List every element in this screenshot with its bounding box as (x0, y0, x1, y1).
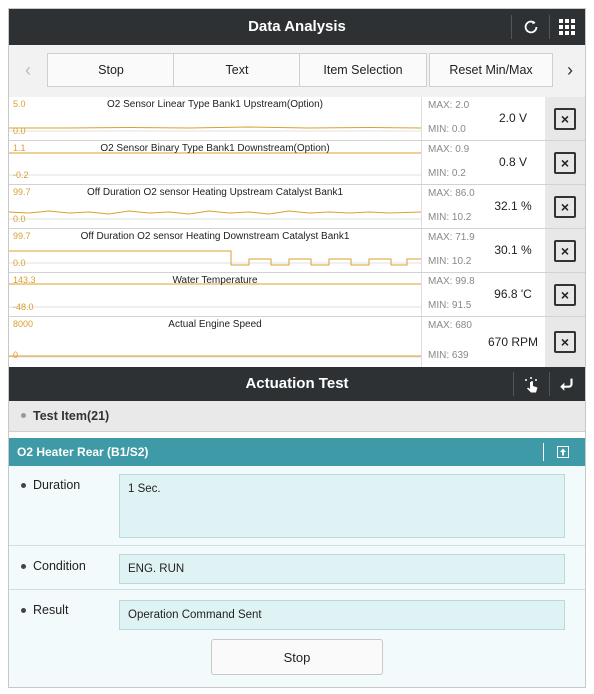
close-icon: × (554, 108, 576, 130)
min-value: MIN: 0.0 (428, 124, 466, 135)
scale-max: 143.3 (13, 275, 36, 285)
bullet-icon (21, 608, 26, 613)
remove-row-button[interactable] (545, 97, 585, 140)
item-selection-button[interactable]: Item Selection (299, 53, 427, 87)
scale-max: 99.7 (13, 231, 31, 241)
grid-icon (559, 19, 575, 35)
result-field: Operation Command Sent (119, 600, 565, 630)
current-value: 96.8 'C (481, 273, 545, 316)
refresh-button[interactable] (513, 9, 549, 45)
graph-area (9, 141, 421, 184)
min-max (421, 229, 482, 272)
bullet-icon (21, 413, 26, 418)
selected-test-item-label: O2 Heater Rear (B1/S2) (17, 445, 149, 459)
result-label: Result (33, 603, 69, 617)
scale-min: -0.2 (13, 170, 29, 180)
scale-max: 8000 (13, 319, 34, 329)
min-value: MIN: 10.2 (428, 212, 472, 223)
actuation-header (9, 367, 585, 401)
max-value: MAX: 680 (428, 320, 472, 331)
divider (543, 443, 544, 461)
current-value: 670 RPM (481, 317, 545, 367)
max-value: MAX: 86.0 (428, 188, 475, 199)
max-value: MAX: 0.9 (428, 144, 470, 155)
toolbar (9, 45, 585, 98)
bullet-icon (21, 564, 26, 569)
min-value: MIN: 10.2 (428, 256, 472, 267)
next-button[interactable] (555, 53, 585, 87)
data-list (9, 97, 585, 367)
scale-min: 0 (13, 350, 19, 360)
stop-button[interactable]: Stop (47, 53, 175, 87)
touch-button[interactable] (513, 367, 549, 401)
back-button[interactable] (549, 367, 585, 401)
max-value: MAX: 99.8 (428, 276, 475, 287)
min-max (421, 317, 482, 367)
scale-max: 99.7 (13, 187, 31, 197)
graph-area (9, 317, 421, 367)
close-icon: × (554, 284, 576, 306)
actuation-title: Actuation Test (245, 375, 349, 392)
min-max (421, 97, 482, 140)
data-row[interactable] (9, 97, 585, 141)
touch-icon (521, 374, 541, 394)
min-max (421, 185, 482, 228)
prev-button[interactable] (13, 53, 43, 87)
selected-test-item[interactable] (9, 438, 585, 466)
data-row[interactable] (9, 185, 585, 229)
duration-field[interactable]: 1 Sec. (119, 474, 565, 538)
min-value: MIN: 639 (428, 350, 469, 361)
text-button[interactable]: Text (173, 53, 301, 87)
close-icon: × (554, 331, 576, 353)
refresh-icon (522, 18, 540, 36)
close-icon: × (554, 152, 576, 174)
graph-area (9, 229, 421, 272)
max-value: MAX: 71.9 (428, 232, 475, 243)
scale-min: 0.0 (13, 126, 26, 136)
back-icon (558, 375, 576, 393)
chevron-left-icon: ‹ (25, 59, 31, 80)
sensor-name: O2 Sensor Binary Type Bank1 Downstream(Option) (100, 143, 330, 154)
pin-button[interactable] (555, 444, 571, 460)
reset-min-max-button[interactable]: Reset Min/Max (429, 53, 553, 87)
duration-row (9, 466, 585, 546)
condition-field: ENG. RUN (119, 554, 565, 584)
min-value: MIN: 0.2 (428, 168, 466, 179)
sensor-name: Water Temperature (172, 275, 258, 286)
current-value: 30.1 % (481, 229, 545, 272)
remove-row-button[interactable] (545, 317, 585, 367)
condition-row (9, 546, 585, 590)
current-value: 0.8 V (481, 141, 545, 184)
duration-label: Duration (33, 478, 81, 492)
min-max (421, 141, 482, 184)
graph-area (9, 273, 421, 316)
result-row (9, 590, 585, 636)
graph-area (9, 97, 421, 140)
sensor-name: Off Duration O2 sensor Heating Upstream Catalyst Bank1 (86, 187, 344, 198)
min-max (421, 273, 482, 316)
pin-icon (557, 446, 569, 458)
title-divider (511, 15, 512, 39)
sensor-name: O2 Sensor Linear Type Bank1 Upstream(Option) (106, 99, 324, 110)
remove-row-button[interactable] (545, 273, 585, 316)
data-row[interactable] (9, 317, 585, 367)
grid-menu-button[interactable] (549, 9, 585, 45)
scale-min: 0.0 (13, 258, 26, 268)
max-value: MAX: 2.0 (428, 100, 470, 111)
data-row[interactable] (9, 229, 585, 273)
sensor-name: Off Duration O2 sensor Heating Downstream Catalyst Bank1 (80, 231, 350, 242)
close-icon: × (554, 240, 576, 262)
remove-row-button[interactable] (545, 229, 585, 272)
remove-row-button[interactable] (545, 185, 585, 228)
test-item-header[interactable] (9, 401, 585, 432)
remove-row-button[interactable] (545, 141, 585, 184)
scale-min: 0.0 (13, 214, 26, 224)
scale-max: 1.1 (13, 143, 26, 153)
scale-min: -48.0 (13, 302, 34, 312)
close-icon: × (554, 196, 576, 218)
data-row[interactable] (9, 141, 585, 185)
current-value: 2.0 V (481, 97, 545, 140)
chevron-right-icon: › (567, 59, 573, 80)
graph-area (9, 185, 421, 228)
app-window (8, 8, 586, 688)
actuation-stop-button[interactable]: Stop (211, 639, 383, 675)
scale-max: 5.0 (13, 99, 26, 109)
test-item-label: Test Item(21) (33, 409, 110, 423)
page-title: Data Analysis (248, 18, 346, 35)
sensor-name: Actual Engine Speed (168, 319, 262, 330)
title-bar (9, 9, 585, 45)
bullet-icon (21, 483, 26, 488)
min-value: MIN: 91.5 (428, 300, 472, 311)
current-value: 32.1 % (481, 185, 545, 228)
condition-label: Condition (33, 559, 86, 573)
data-row[interactable] (9, 273, 585, 317)
